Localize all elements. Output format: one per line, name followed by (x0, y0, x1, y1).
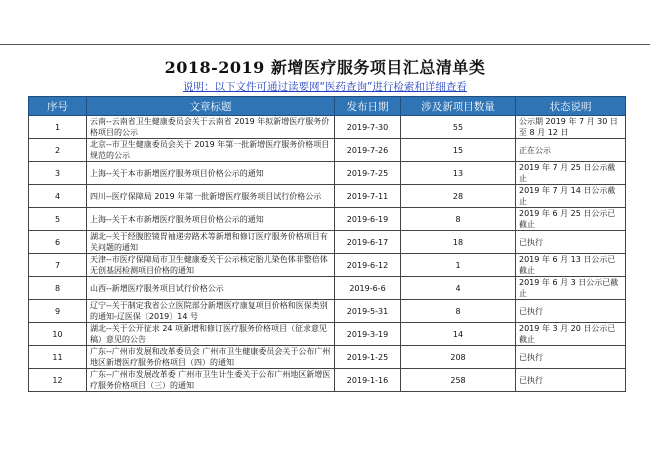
row-count: 18 (401, 231, 516, 254)
row-date: 2019-6-17 (335, 231, 401, 254)
row-title: 辽宁--关于制定我省公立医院部分新增医疗康复项目价格和医保类别的通知-辽医保〔2019〕14 号 (87, 300, 335, 323)
row-count: 8 (401, 300, 516, 323)
row-status: 已执行 (516, 231, 626, 254)
row-count: 1 (401, 254, 516, 277)
row-title: 广东--广州市发展改革委 广州市卫生计生委关于公布广州地区新增医疗服务价格项目（三）的通知 (87, 369, 335, 392)
row-no: 4 (29, 185, 87, 208)
row-date: 2019-1-25 (335, 346, 401, 369)
row-count: 258 (401, 369, 516, 392)
row-count: 4 (401, 277, 516, 300)
row-status: 正在公示 (516, 139, 626, 162)
row-date: 2019-6-12 (335, 254, 401, 277)
row-status: 已执行 (516, 300, 626, 323)
row-no: 9 (29, 300, 87, 323)
row-no: 3 (29, 162, 87, 185)
table-row (29, 208, 626, 231)
table-row (29, 162, 626, 185)
row-no: 10 (29, 323, 87, 346)
page-title: 2018-2019 新增医疗服务项目汇总清单类 (164, 58, 486, 77)
header-date: 发布日期 (335, 97, 401, 116)
header-status: 状态说明 (516, 97, 626, 116)
table-row (29, 116, 626, 139)
row-date: 2019-3-19 (335, 323, 401, 346)
row-title: 湖北--关于经腹腔镜胃袖递旁路术等新增和修订医疗服务价格项目有关问题的通知 (87, 231, 335, 254)
header-title: 文章标题 (87, 97, 335, 116)
row-status: 2019 年 6 月 25 日公示已截止 (516, 208, 626, 231)
row-count: 15 (401, 139, 516, 162)
table-row (29, 346, 626, 369)
row-no: 1 (29, 116, 87, 139)
row-date: 2019-6-19 (335, 208, 401, 231)
row-status: 公示期 2019 年 7 月 30 日至 8 月 12 日 (516, 116, 626, 139)
row-status: 2019 年 6 月 3 日公示已截止 (516, 277, 626, 300)
row-date: 2019-7-11 (335, 185, 401, 208)
row-title: 广东--广州市发展和改革委员会 广州市卫生健康委员会关于公布广州地区新增医疗服务价格项目（四）的通知 (87, 346, 335, 369)
row-title: 天津--市医疗保障局市卫生健康委关于公示核定胎儿染色体非整倍体无创基因检测项目价格的通知 (87, 254, 335, 277)
row-no: 2 (29, 139, 87, 162)
row-count: 13 (401, 162, 516, 185)
row-date: 2019-6-6 (335, 277, 401, 300)
row-title: 四川--医疗保障局 2019 年第一批新增医疗服务项目试行价格公示 (87, 185, 335, 208)
row-date: 2019-7-30 (335, 116, 401, 139)
row-title: 上海--关于本市新增医疗服务项目价格公示的通知 (87, 162, 335, 185)
row-title: 湖北--关于公开征求 24 项新增和修订医疗服务价格项目（征求意见稿）意见的公告 (87, 323, 335, 346)
row-title: 北京--市卫生健康委员会关于 2019 年第一批新增医疗服务价格项目规范的公示 (87, 139, 335, 162)
top-rule (0, 44, 650, 45)
row-status: 2019 年 6 月 13 日公示已截止 (516, 254, 626, 277)
row-no: 8 (29, 277, 87, 300)
row-no: 6 (29, 231, 87, 254)
row-date: 2019-1-16 (335, 369, 401, 392)
row-title: 云南--云南省卫生健康委员会关于云南省 2019 年拟新增医疗服务价格项目的公示 (87, 116, 335, 139)
row-status: 已执行 (516, 369, 626, 392)
header-count: 涉及新项目数量 (401, 97, 516, 116)
header-no: 序号 (29, 97, 87, 116)
row-date: 2019-7-25 (335, 162, 401, 185)
table-row (29, 139, 626, 162)
row-no: 12 (29, 369, 87, 392)
row-count: 28 (401, 185, 516, 208)
row-no: 11 (29, 346, 87, 369)
row-title: 上海--关于本市新增医疗服务项目价格公示的通知 (87, 208, 335, 231)
note-link[interactable]: 说明：以下文件可通过读要网“医药查询”进行检索和详细查看 (183, 81, 467, 93)
row-status: 2019 年 3 月 20 日公示已截止 (516, 323, 626, 346)
row-date: 2019-7-26 (335, 139, 401, 162)
table-row (29, 185, 626, 208)
row-count: 8 (401, 208, 516, 231)
project-table (28, 96, 626, 392)
row-status: 2019 年 7 月 14 日公示截止 (516, 185, 626, 208)
table-row (29, 231, 626, 254)
row-count: 14 (401, 323, 516, 346)
row-no: 7 (29, 254, 87, 277)
table-header-row (29, 97, 626, 116)
row-no: 5 (29, 208, 87, 231)
row-status: 已执行 (516, 346, 626, 369)
table-row (29, 300, 626, 323)
table-row (29, 369, 626, 392)
row-title: 山西--新增医疗服务项目试行价格公示 (87, 277, 335, 300)
row-count: 55 (401, 116, 516, 139)
row-status: 2019 年 7 月 25 日公示截止 (516, 162, 626, 185)
table-row (29, 323, 626, 346)
row-count: 208 (401, 346, 516, 369)
table-row (29, 254, 626, 277)
table-row (29, 277, 626, 300)
row-date: 2019-5-31 (335, 300, 401, 323)
